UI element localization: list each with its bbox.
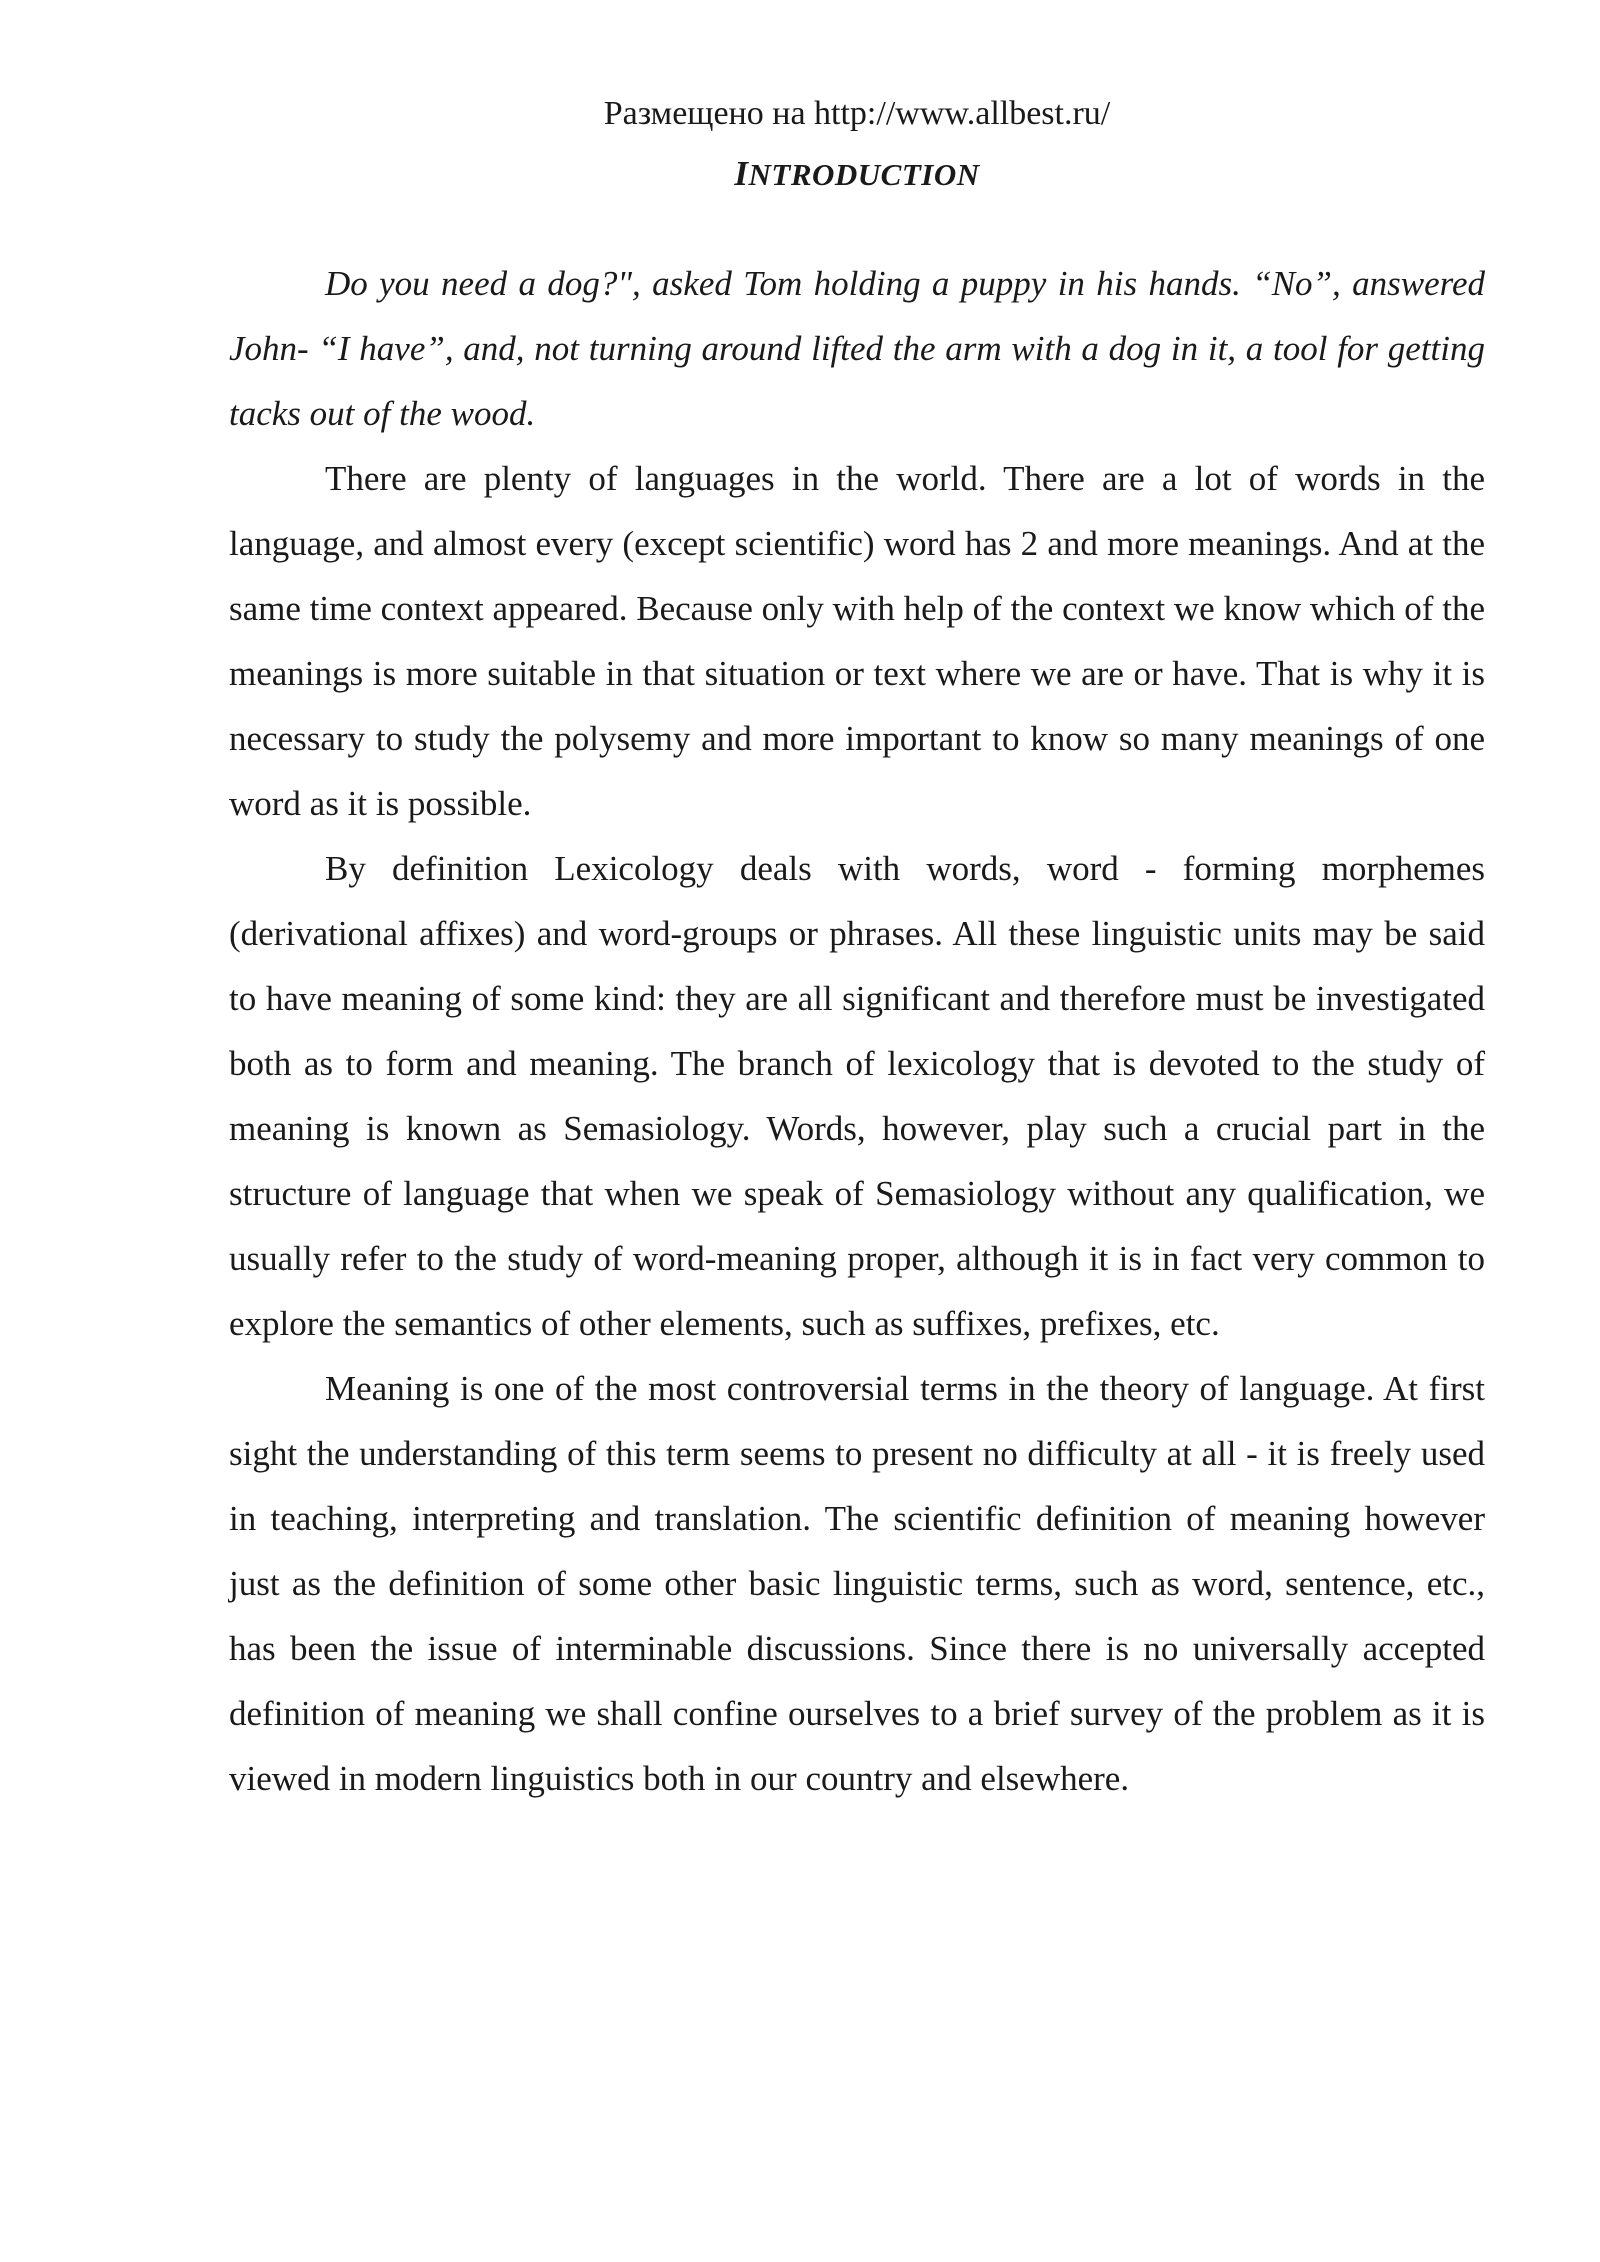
source-note: Размещено на http://www.allbest.ru/ — [603, 95, 1111, 132]
document-page — [229, 88, 1485, 1811]
title-first-letter: I — [734, 154, 749, 193]
paragraph-languages: There are plenty of languages in the world. There are a lot of words in the language, and almost every (except scientific) word has 2 and more meanings. And at the same time context appeared. Because only with help of the context we know which of the meanings is more suitable in that situation or text where we are or have. That is why it is necessary to study the polysemy and more important to know so many meanings of one word as it is possible. — [229, 459, 1485, 823]
paragraph-meaning: Meaning is one of the most controversial terms in the theory of language. At first sight the understanding of this term seems to present no difficulty at all - it is freely used in teaching, interpreting and translation. The scientific definition of meaning however just as the definition of some other basic linguistic terms, such as word, sentence, etc., has been the issue of interminable discussions. Since there is no universally accepted definition of meaning we shall confine ourselves to a brief survey of the problem as it is viewed in modern linguistics both in our country and elsewhere. — [229, 1369, 1485, 1798]
title-rest: NTRODUCTION — [748, 157, 980, 192]
page-title — [229, 148, 1485, 201]
paragraph-lexicology: By definition Lexicology deals with words, word - forming morphemes (derivational affixes) and word-groups or phrases. All these linguistic units may be said to have meaning of some kind: they are all significant and therefore must be investigated both as to form and meaning. The branch of lexicology that is devoted to the study of meaning is known as Semasiology. Words, however, play such a crucial part in the structure of language that when we speak of Semasiology without any qualification, we usually refer to the study of word-meaning proper, although it is in fact very common to explore the semantics of other elements, such as suffixes, prefixes, etc. — [229, 849, 1485, 1343]
document-body — [229, 251, 1485, 1811]
epigraph-paragraph: Do you need a dog?", asked Tom holding a puppy in his hands. “No”, answered John- “I have”, and, not turning around lifted the arm with a dog in it, a tool for getting tacks out of the wood. — [229, 264, 1485, 433]
